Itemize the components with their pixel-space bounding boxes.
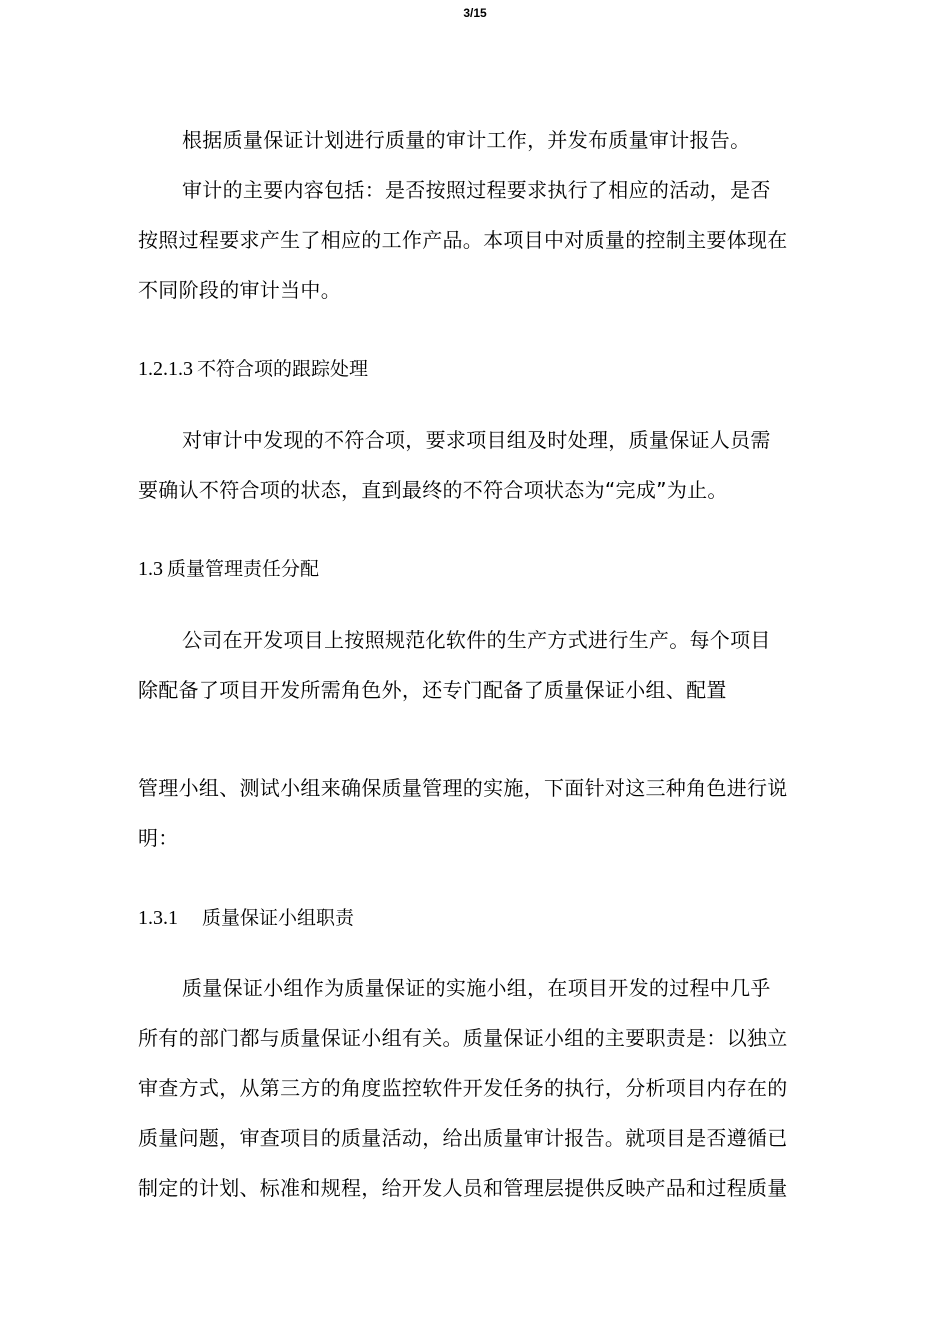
section-title: 质量管理责任分配 bbox=[167, 558, 320, 580]
text-line: 审查方式，从第三方的角度监控软件开发任务的执行，分析项目内存在的 bbox=[138, 1076, 788, 1100]
text-line: 质量问题，审查项目的质量活动，给出质量审计报告。就项目是否遵循已 bbox=[138, 1126, 788, 1150]
section-number: 1.2.1.3 bbox=[138, 358, 193, 380]
page-number: 3/15 bbox=[463, 6, 487, 20]
text-line: 对审计中发现的不符合项，要求项目组及时处理，质量保证人员需 bbox=[182, 428, 771, 452]
section-number: 1.3.1 bbox=[138, 907, 178, 929]
text-line: 质量保证小组作为质量保证的实施小组，在项目开发的过程中几乎 bbox=[182, 976, 771, 1000]
text-line: 根据质量保证计划进行质量的审计工作，并发布质量审计报告。 bbox=[182, 128, 751, 152]
text-line: 所有的部门都与质量保证小组有关。质量保证小组的主要职责是：以独立 bbox=[138, 1026, 788, 1050]
section-heading-1213 bbox=[138, 355, 368, 383]
section-number: 1.3 bbox=[138, 558, 163, 580]
text-line: 明： bbox=[138, 826, 179, 850]
text-line: 要确认不符合项的状态，直到最终的不符合项状态为“完成”为止。 bbox=[138, 478, 728, 502]
text-line: 审计的主要内容包括：是否按照过程要求执行了相应的活动，是否 bbox=[182, 178, 771, 202]
section-heading-13 bbox=[138, 555, 319, 583]
text-line: 管理小组、测试小组来确保质量管理的实施，下面针对这三种角色进行说 bbox=[138, 776, 788, 800]
section-title: 质量保证小组职责 bbox=[202, 907, 355, 929]
text-line: 制定的计划、标准和规程，给开发人员和管理层提供反映产品和过程质量 bbox=[138, 1176, 788, 1200]
text-line: 公司在开发项目上按照规范化软件的生产方式进行生产。每个项目 bbox=[182, 628, 771, 652]
text-line: 按照过程要求产生了相应的工作产品。本项目中对质量的控制主要体现在 bbox=[138, 228, 788, 252]
section-heading-131 bbox=[138, 904, 354, 932]
text-line: 不同阶段的审计当中。 bbox=[138, 278, 341, 302]
section-title: 不符合项的跟踪处理 bbox=[197, 358, 369, 380]
text-line: 除配备了项目开发所需角色外，还专门配备了质量保证小组、配置 bbox=[138, 678, 727, 702]
